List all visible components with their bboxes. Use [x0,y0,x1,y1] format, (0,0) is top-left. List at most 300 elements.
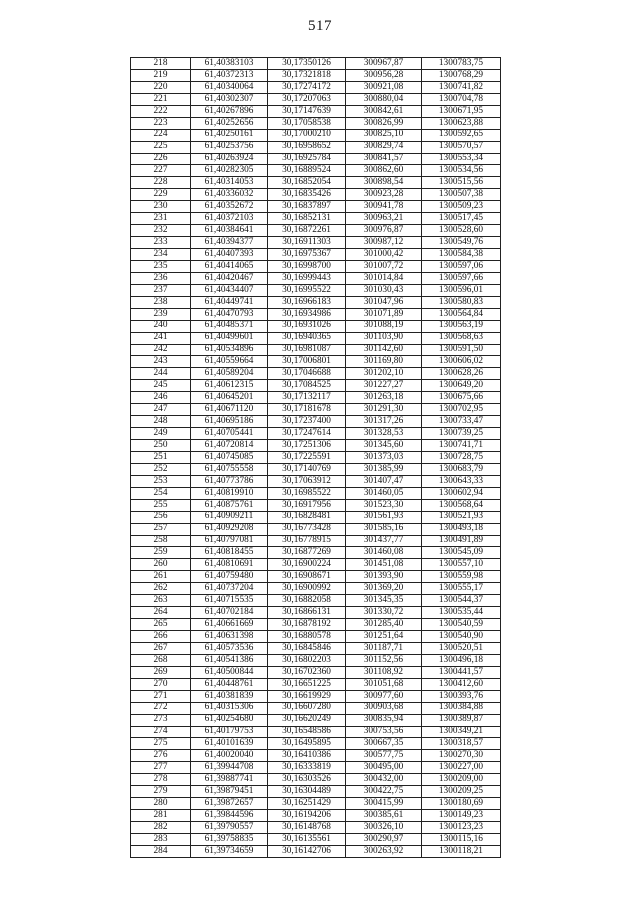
x-coordinate-cell: 300987,12 [346,237,422,249]
x-coordinate-cell: 301285,40 [346,619,422,631]
point-number-cell: 246 [131,392,191,404]
y-coordinate-cell: 1300597,06 [422,260,501,272]
y-coordinate-cell: 1300349,21 [422,726,501,738]
x-coordinate-cell: 300956,28 [346,69,422,81]
x-coordinate-cell: 301291,30 [346,404,422,416]
longitude-cell: 30,16934986 [268,308,346,320]
point-number-cell: 226 [131,153,191,165]
y-coordinate-cell: 1300528,60 [422,225,501,237]
longitude-cell: 30,16981087 [268,344,346,356]
y-coordinate-cell: 1300675,66 [422,392,501,404]
latitude-cell: 61,40254680 [191,714,268,726]
y-coordinate-cell: 1300509,23 [422,201,501,213]
y-coordinate-cell: 1300412,60 [422,678,501,690]
table-row [131,845,501,857]
x-coordinate-cell: 300290,97 [346,833,422,845]
x-coordinate-cell: 301345,60 [346,440,422,452]
table-row [131,451,501,463]
latitude-cell: 61,40559664 [191,356,268,368]
longitude-cell: 30,17147639 [268,105,346,117]
latitude-cell: 61,40720814 [191,440,268,452]
table-row [131,404,501,416]
latitude-cell: 61,40759480 [191,571,268,583]
x-coordinate-cell: 301000,42 [346,249,422,261]
x-coordinate-cell: 300977,60 [346,690,422,702]
y-coordinate-cell: 1300535,44 [422,607,501,619]
y-coordinate-cell: 1300517,45 [422,213,501,225]
table-row [131,511,501,523]
table-row [131,822,501,834]
latitude-cell: 61,40352672 [191,201,268,213]
x-coordinate-cell: 300263,92 [346,845,422,857]
latitude-cell: 61,39879451 [191,786,268,798]
y-coordinate-cell: 1300564,84 [422,308,501,320]
latitude-cell: 61,40705441 [191,428,268,440]
longitude-cell: 30,16495895 [268,738,346,750]
longitude-cell: 30,16607280 [268,702,346,714]
table-row [131,392,501,404]
y-coordinate-cell: 1300768,29 [422,69,501,81]
longitude-cell: 30,16889524 [268,165,346,177]
latitude-cell: 61,40381839 [191,690,268,702]
latitude-cell: 61,40449741 [191,296,268,308]
x-coordinate-cell: 300967,87 [346,58,422,70]
point-number-cell: 225 [131,141,191,153]
latitude-cell: 61,40302307 [191,93,268,105]
table-row [131,308,501,320]
y-coordinate-cell: 1300553,34 [422,153,501,165]
longitude-cell: 30,16773428 [268,523,346,535]
longitude-cell: 30,16845846 [268,642,346,654]
table-row [131,762,501,774]
x-coordinate-cell: 301561,93 [346,511,422,523]
longitude-cell: 30,16802203 [268,654,346,666]
x-coordinate-cell: 301108,92 [346,666,422,678]
x-coordinate-cell: 301152,56 [346,654,422,666]
y-coordinate-cell: 1300649,20 [422,380,501,392]
y-coordinate-cell: 1300559,98 [422,571,501,583]
y-coordinate-cell: 1300568,64 [422,499,501,511]
longitude-cell: 30,17006801 [268,356,346,368]
table-row [131,141,501,153]
y-coordinate-cell: 1300507,38 [422,189,501,201]
point-number-cell: 245 [131,380,191,392]
table-row [131,678,501,690]
longitude-cell: 30,16410386 [268,750,346,762]
latitude-cell: 61,40020040 [191,750,268,762]
y-coordinate-cell: 1300493,18 [422,523,501,535]
x-coordinate-cell: 301142,60 [346,344,422,356]
point-number-cell: 270 [131,678,191,690]
x-coordinate-cell: 300422,75 [346,786,422,798]
latitude-cell: 61,40253756 [191,141,268,153]
point-number-cell: 227 [131,165,191,177]
point-number-cell: 282 [131,822,191,834]
point-number-cell: 257 [131,523,191,535]
point-number-cell: 271 [131,690,191,702]
x-coordinate-cell: 301051,68 [346,678,422,690]
table-row [131,559,501,571]
latitude-cell: 61,39944708 [191,762,268,774]
table-row [131,81,501,93]
y-coordinate-cell: 1300741,82 [422,81,501,93]
point-number-cell: 283 [131,833,191,845]
longitude-cell: 30,17225591 [268,451,346,463]
longitude-cell: 30,16958652 [268,141,346,153]
point-number-cell: 252 [131,463,191,475]
latitude-cell: 61,40715535 [191,595,268,607]
table-row [131,654,501,666]
latitude-cell: 61,40534896 [191,344,268,356]
table-row [131,750,501,762]
point-number-cell: 264 [131,607,191,619]
latitude-cell: 61,40372103 [191,213,268,225]
latitude-cell: 61,40448761 [191,678,268,690]
point-number-cell: 269 [131,666,191,678]
latitude-cell: 61,40499601 [191,332,268,344]
latitude-cell: 61,40407393 [191,249,268,261]
latitude-cell: 61,39887741 [191,774,268,786]
y-coordinate-cell: 1300584,38 [422,249,501,261]
point-number-cell: 265 [131,619,191,631]
longitude-cell: 30,17046688 [268,368,346,380]
y-coordinate-cell: 1300733,47 [422,416,501,428]
y-coordinate-cell: 1300683,79 [422,463,501,475]
y-coordinate-cell: 1300491,89 [422,535,501,547]
table-row [131,201,501,213]
longitude-cell: 30,17181678 [268,404,346,416]
point-number-cell: 279 [131,786,191,798]
point-number-cell: 238 [131,296,191,308]
y-coordinate-cell: 1300393,76 [422,690,501,702]
latitude-cell: 61,40470793 [191,308,268,320]
point-number-cell: 234 [131,249,191,261]
table-row [131,833,501,845]
point-number-cell: 261 [131,571,191,583]
point-number-cell: 280 [131,798,191,810]
longitude-cell: 30,17058538 [268,117,346,129]
point-number-cell: 258 [131,535,191,547]
x-coordinate-cell: 301227,27 [346,380,422,392]
table-row [131,296,501,308]
x-coordinate-cell: 300921,08 [346,81,422,93]
point-number-cell: 284 [131,845,191,857]
x-coordinate-cell: 301385,99 [346,463,422,475]
latitude-cell: 61,40394377 [191,237,268,249]
latitude-cell: 61,40773786 [191,475,268,487]
table-row [131,165,501,177]
table-row [131,714,501,726]
longitude-cell: 30,16837897 [268,201,346,213]
y-coordinate-cell: 1300115,16 [422,833,501,845]
x-coordinate-cell: 300923,28 [346,189,422,201]
point-number-cell: 244 [131,368,191,380]
point-number-cell: 262 [131,583,191,595]
x-coordinate-cell: 300903,68 [346,702,422,714]
y-coordinate-cell: 1300227,00 [422,762,501,774]
y-coordinate-cell: 1300209,25 [422,786,501,798]
table-row [131,58,501,70]
longitude-cell: 30,16999443 [268,272,346,284]
x-coordinate-cell: 301088,19 [346,320,422,332]
point-number-cell: 221 [131,93,191,105]
latitude-cell: 61,40179753 [191,726,268,738]
y-coordinate-cell: 1300783,75 [422,58,501,70]
y-coordinate-cell: 1300741,71 [422,440,501,452]
table-row [131,368,501,380]
latitude-cell: 61,40702184 [191,607,268,619]
longitude-cell: 30,16882058 [268,595,346,607]
longitude-cell: 30,17000210 [268,129,346,141]
latitude-cell: 61,40372313 [191,69,268,81]
point-number-cell: 247 [131,404,191,416]
latitude-cell: 61,40315306 [191,702,268,714]
latitude-cell: 61,40755558 [191,463,268,475]
table-row [131,320,501,332]
table-row [131,428,501,440]
latitude-cell: 61,40909211 [191,511,268,523]
latitude-cell: 61,39872657 [191,798,268,810]
table-row [131,69,501,81]
y-coordinate-cell: 1300596,01 [422,284,501,296]
y-coordinate-cell: 1300671,95 [422,105,501,117]
point-number-cell: 224 [131,129,191,141]
y-coordinate-cell: 1300702,95 [422,404,501,416]
point-number-cell: 249 [131,428,191,440]
longitude-cell: 30,17084525 [268,380,346,392]
point-number-cell: 256 [131,511,191,523]
table-row [131,380,501,392]
x-coordinate-cell: 301014,84 [346,272,422,284]
x-coordinate-cell: 300862,60 [346,165,422,177]
point-number-cell: 222 [131,105,191,117]
point-number-cell: 233 [131,237,191,249]
x-coordinate-cell: 301330,72 [346,607,422,619]
y-coordinate-cell: 1300580,83 [422,296,501,308]
table-row [131,774,501,786]
point-number-cell: 275 [131,738,191,750]
longitude-cell: 30,16877269 [268,547,346,559]
latitude-cell: 61,40434407 [191,284,268,296]
point-number-cell: 235 [131,260,191,272]
x-coordinate-cell: 300577,75 [346,750,422,762]
x-coordinate-cell: 301202,10 [346,368,422,380]
latitude-cell: 61,40485371 [191,320,268,332]
point-number-cell: 260 [131,559,191,571]
point-number-cell: 274 [131,726,191,738]
latitude-cell: 61,40314053 [191,177,268,189]
longitude-cell: 30,16995522 [268,284,346,296]
latitude-cell: 61,40340064 [191,81,268,93]
point-number-cell: 276 [131,750,191,762]
x-coordinate-cell: 300842,61 [346,105,422,117]
page-number: 517 [308,18,332,34]
table-row [131,583,501,595]
latitude-cell: 61,40383103 [191,58,268,70]
longitude-cell: 30,17321818 [268,69,346,81]
x-coordinate-cell: 301007,72 [346,260,422,272]
x-coordinate-cell: 300880,04 [346,93,422,105]
y-coordinate-cell: 1300118,21 [422,845,501,857]
table-row [131,798,501,810]
y-coordinate-cell: 1300441,57 [422,666,501,678]
x-coordinate-cell: 301251,64 [346,631,422,643]
x-coordinate-cell: 300841,57 [346,153,422,165]
x-coordinate-cell: 301437,77 [346,535,422,547]
point-number-cell: 281 [131,810,191,822]
y-coordinate-cell: 1300591,50 [422,344,501,356]
longitude-cell: 30,16142706 [268,845,346,857]
table-row [131,105,501,117]
x-coordinate-cell: 300415,99 [346,798,422,810]
y-coordinate-cell: 1300318,57 [422,738,501,750]
table-row [131,272,501,284]
latitude-cell: 61,40267896 [191,105,268,117]
latitude-cell: 61,40745085 [191,451,268,463]
y-coordinate-cell: 1300563,19 [422,320,501,332]
longitude-cell: 30,16852131 [268,213,346,225]
x-coordinate-cell: 301373,03 [346,451,422,463]
y-coordinate-cell: 1300540,59 [422,619,501,631]
longitude-cell: 30,16548586 [268,726,346,738]
y-coordinate-cell: 1300545,09 [422,547,501,559]
point-number-cell: 263 [131,595,191,607]
point-number-cell: 228 [131,177,191,189]
longitude-cell: 30,16619929 [268,690,346,702]
table-row [131,535,501,547]
table-row [131,475,501,487]
y-coordinate-cell: 1300209,00 [422,774,501,786]
longitude-cell: 30,16852054 [268,177,346,189]
x-coordinate-cell: 301187,71 [346,642,422,654]
latitude-cell: 61,40929208 [191,523,268,535]
point-number-cell: 248 [131,416,191,428]
latitude-cell: 61,40819910 [191,487,268,499]
latitude-cell: 61,40818455 [191,547,268,559]
point-number-cell: 267 [131,642,191,654]
table-row [131,499,501,511]
x-coordinate-cell: 301460,05 [346,487,422,499]
latitude-cell: 61,40263924 [191,153,268,165]
latitude-cell: 61,39844596 [191,810,268,822]
point-number-cell: 236 [131,272,191,284]
x-coordinate-cell: 300326,10 [346,822,422,834]
longitude-cell: 30,16828481 [268,511,346,523]
x-coordinate-cell: 301047,96 [346,296,422,308]
longitude-cell: 30,16911303 [268,237,346,249]
latitude-cell: 61,40573536 [191,642,268,654]
longitude-cell: 30,17237400 [268,416,346,428]
y-coordinate-cell: 1300496,18 [422,654,501,666]
y-coordinate-cell: 1300180,69 [422,798,501,810]
x-coordinate-cell: 301407,47 [346,475,422,487]
longitude-cell: 30,16333819 [268,762,346,774]
point-number-cell: 277 [131,762,191,774]
x-coordinate-cell: 301369,20 [346,583,422,595]
table-row [131,213,501,225]
x-coordinate-cell: 300432,00 [346,774,422,786]
y-coordinate-cell: 1300520,51 [422,642,501,654]
x-coordinate-cell: 301030,43 [346,284,422,296]
table-row [131,607,501,619]
longitude-cell: 30,17247614 [268,428,346,440]
y-coordinate-cell: 1300549,76 [422,237,501,249]
table-row [131,189,501,201]
longitude-cell: 30,16778915 [268,535,346,547]
table-row [131,487,501,499]
table-row [131,344,501,356]
x-coordinate-cell: 301451,08 [346,559,422,571]
point-number-cell: 250 [131,440,191,452]
table-row [131,523,501,535]
latitude-cell: 61,40612315 [191,380,268,392]
longitude-cell: 30,16866131 [268,607,346,619]
x-coordinate-cell: 300495,00 [346,762,422,774]
latitude-cell: 61,40384641 [191,225,268,237]
latitude-cell: 61,39790557 [191,822,268,834]
longitude-cell: 30,17350126 [268,58,346,70]
point-number-cell: 254 [131,487,191,499]
x-coordinate-cell: 301393,90 [346,571,422,583]
point-number-cell: 268 [131,654,191,666]
longitude-cell: 30,17251306 [268,440,346,452]
y-coordinate-cell: 1300149,23 [422,810,501,822]
longitude-cell: 30,16620249 [268,714,346,726]
point-number-cell: 239 [131,308,191,320]
longitude-cell: 30,16931026 [268,320,346,332]
x-coordinate-cell: 301523,30 [346,499,422,511]
longitude-cell: 30,16925784 [268,153,346,165]
table-row [131,690,501,702]
point-number-cell: 253 [131,475,191,487]
y-coordinate-cell: 1300544,37 [422,595,501,607]
x-coordinate-cell: 301263,18 [346,392,422,404]
point-number-cell: 218 [131,58,191,70]
x-coordinate-cell: 300976,87 [346,225,422,237]
x-coordinate-cell: 300753,56 [346,726,422,738]
x-coordinate-cell: 300898,54 [346,177,422,189]
longitude-cell: 30,16880578 [268,631,346,643]
table-row [131,595,501,607]
table-row [131,810,501,822]
x-coordinate-cell: 300835,94 [346,714,422,726]
longitude-cell: 30,16900224 [268,559,346,571]
latitude-cell: 61,40810691 [191,559,268,571]
point-number-cell: 243 [131,356,191,368]
point-number-cell: 219 [131,69,191,81]
longitude-cell: 30,17132117 [268,392,346,404]
table-row [131,225,501,237]
longitude-cell: 30,16908671 [268,571,346,583]
latitude-cell: 61,40500844 [191,666,268,678]
latitude-cell: 61,40250161 [191,129,268,141]
table-row [131,153,501,165]
x-coordinate-cell: 300826,99 [346,117,422,129]
longitude-cell: 30,16835426 [268,189,346,201]
table-row [131,356,501,368]
table-row [131,738,501,750]
longitude-cell: 30,16148768 [268,822,346,834]
table-row [131,642,501,654]
table-row [131,260,501,272]
longitude-cell: 30,16985522 [268,487,346,499]
y-coordinate-cell: 1300643,33 [422,475,501,487]
x-coordinate-cell: 301328,53 [346,428,422,440]
longitude-cell: 30,16702360 [268,666,346,678]
longitude-cell: 30,16651225 [268,678,346,690]
table-row [131,726,501,738]
longitude-cell: 30,16917956 [268,499,346,511]
